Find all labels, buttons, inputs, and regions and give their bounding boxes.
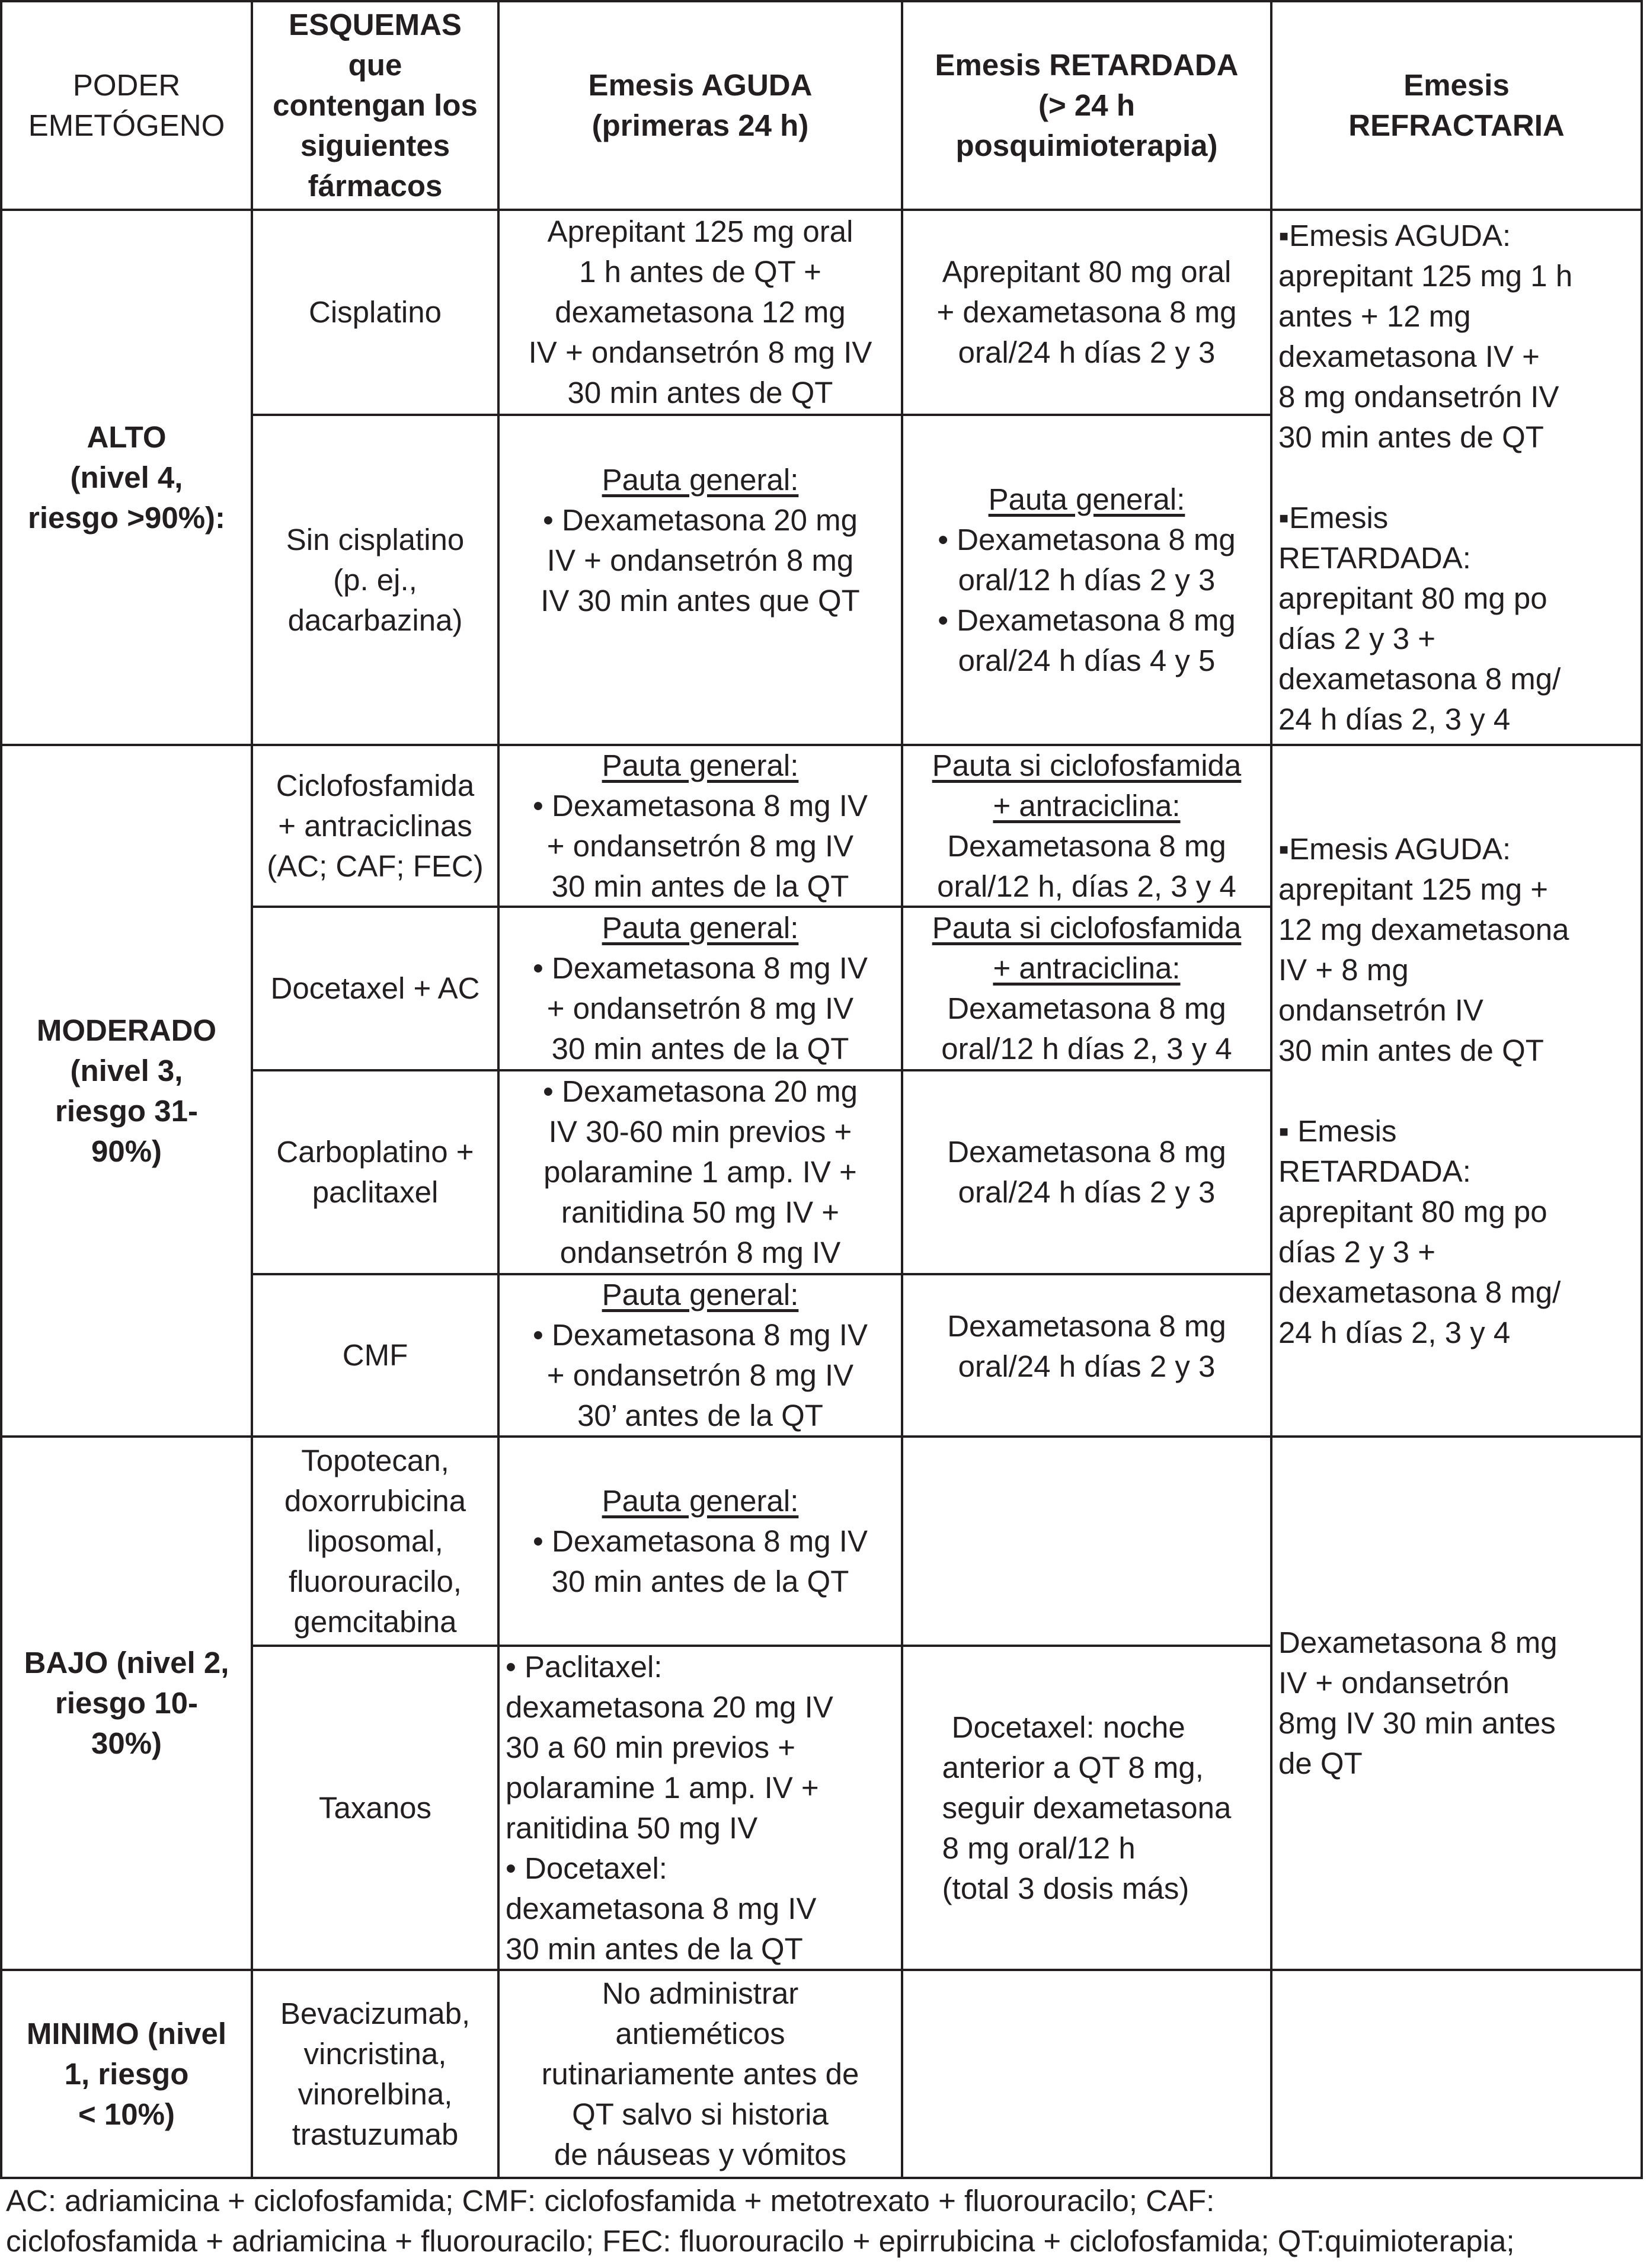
level-text: 90%) [91, 1134, 162, 1168]
header-emesis-refractaria [1272, 2, 1641, 209]
pauta-title: Pauta general: [602, 1278, 799, 1311]
cell-text: • Docetaxel: [506, 1851, 667, 1885]
cell-text: oral/24 h días 4 y 5 [958, 643, 1216, 677]
cell-text: No administrar [602, 1976, 799, 2010]
header-text: Emesis [1403, 68, 1510, 102]
cell-text: 12 mg dexametasona [1278, 912, 1569, 946]
header-text: Emesis RETARDADA [935, 48, 1239, 82]
cell-text: • Dexametasona 8 mg IV [533, 788, 868, 823]
header-text: REFRACTARIA [1348, 108, 1565, 142]
level-text: riesgo 31- [55, 1093, 198, 1128]
cell-text: 8 mg ondansetrón IV [1278, 379, 1559, 414]
drug-taxanos [253, 1647, 497, 1969]
cell-text: • Dexametasona 8 mg IV [533, 1318, 868, 1352]
drug-text: doxorrubicina [284, 1483, 466, 1518]
drug-text: fluorouracilo, [289, 1564, 462, 1598]
cell-text: Docetaxel: noche [951, 1710, 1185, 1744]
level-text: riesgo >90%): [27, 500, 226, 535]
aguda-taxanos [500, 1647, 901, 1969]
drug-text: vincristina, [303, 2036, 447, 2071]
cell-text: + ondansetrón 8 mg IV [546, 991, 854, 1025]
cell-text: oral/12 h, días 2, 3 y 4 [937, 869, 1236, 903]
cell-text: aprepitant 80 mg po [1278, 1194, 1547, 1229]
cell-text: Dexametasona 8 mg [947, 1135, 1226, 1169]
cell-text: 30 min antes de la QT [551, 1032, 849, 1066]
cell-text: • Dexametasona 8 mg IV [533, 951, 868, 985]
cell-text: IV 30-60 min previos + [548, 1115, 852, 1149]
cell-text: 24 h días 2, 3 y 4 [1278, 702, 1511, 736]
header-text: Emesis AGUDA [588, 68, 813, 102]
aguda-ciclofosfamida [500, 746, 901, 906]
drug-text: Bevacizumab, [280, 1996, 471, 2030]
header-text: PODER [72, 68, 181, 102]
cell-text: + ondansetrón 8 mg IV [546, 1358, 854, 1392]
header-text: fármacos [308, 169, 443, 203]
cell-text: IV 30 min antes que QT [541, 584, 860, 618]
cell-text: dexametasona 8 mg/ [1278, 1275, 1561, 1309]
cell-text: oral/12 h días 2, 3 y 4 [941, 1032, 1232, 1066]
header-poder-emetogeno [2, 2, 251, 209]
retardada-taxanos [903, 1647, 1270, 1969]
cell-text: ranitidina 50 mg IV + [561, 1195, 840, 1229]
cell-text: ▪Emesis AGUDA: [1278, 831, 1511, 866]
pauta-title: + antraciclina: [993, 951, 1181, 985]
level-text: (nivel 3, [70, 1053, 183, 1087]
drug-text: (AC; CAF; FEC) [267, 849, 484, 883]
cell-text: 30 min antes de QT [1278, 1033, 1544, 1067]
retardada-taxanos-block [942, 1707, 1232, 1909]
cell-text: • Dexametasona 20 mg [543, 503, 858, 537]
header-text: (primeras 24 h) [591, 108, 809, 142]
cell-text: • Paclitaxel: [506, 1649, 663, 1684]
retardada-ciclofosfamida [903, 746, 1270, 906]
cell-text: QT salvo si historia [572, 2097, 829, 2131]
cell-text: ranitidina 50 mg IV [506, 1810, 758, 1845]
cell-text: Dexametasona 8 mg [947, 828, 1226, 863]
cell-text: Aprepitant 125 mg oral [547, 215, 853, 248]
aguda-minimo [500, 1971, 901, 2177]
level-text: riesgo 10- [55, 1686, 198, 1720]
drug-text: Taxanos [319, 1790, 431, 1825]
level-minimo [2, 1971, 251, 2177]
cell-text: 1 h antes de QT + [579, 255, 821, 289]
aguda-sin-cisplatino [500, 416, 901, 665]
footnote [6, 2181, 1515, 2261]
level-moderado [2, 746, 251, 1435]
cell-text: 30’ antes de la QT [577, 1399, 823, 1432]
level-text: (nivel 4, [70, 460, 183, 494]
drug-text: trastuzumab [292, 2117, 459, 2151]
header-text: EMETÓGENO [28, 108, 225, 142]
pauta-title: Pauta si ciclofosfamida [932, 911, 1242, 945]
cell-text: 30 min antes de QT [1278, 420, 1544, 454]
cell-text: anterior a QT 8 mg, [942, 1750, 1204, 1784]
cell-text: dexametasona 8 mg IV [506, 1891, 817, 1925]
cell-text: 30 a 60 min previos + [506, 1730, 796, 1764]
cell-text: + ondansetrón 8 mg IV [546, 828, 854, 863]
aguda-carboplatino [500, 1071, 901, 1273]
cell-text: dexametasona 12 mg [555, 295, 846, 329]
cell-text: ondansetrón 8 mg IV [559, 1236, 841, 1269]
header-esquemas [253, 2, 497, 209]
cell-text: seguir dexametasona [942, 1790, 1232, 1825]
drug-text: Topotecan, [301, 1443, 449, 1477]
drug-sin-cisplatino [253, 416, 497, 744]
drug-topotecan [253, 1438, 497, 1645]
drug-text: + antraciclinas [278, 808, 472, 843]
pauta-title: Pauta general: [602, 911, 799, 945]
drug-text: Ciclofosfamida [276, 768, 475, 802]
refractaria-moderado [1272, 746, 1641, 1435]
drug-text: dacarbazina) [287, 603, 463, 637]
cell-text: de QT [1278, 1746, 1363, 1780]
drug-text: CMF [342, 1338, 408, 1372]
retardada-cmf [903, 1275, 1270, 1418]
level-alto [2, 211, 251, 744]
cell-text: IV + ondansetrón [1278, 1666, 1510, 1700]
cell-text: • Dexametasona 8 mg [938, 522, 1236, 556]
cell-text: de náuseas y vómitos [554, 2137, 847, 2171]
cell-text: • Dexametasona 8 mg [938, 603, 1236, 637]
cell-text: 30 min antes de QT [567, 376, 833, 410]
footnote-line: ciclofosfamida + adriamicina + fluorouracilo; FEC: fluorouracilo + epirrubicina + ciclofosfamida; QT:quimioterapia; [6, 2224, 1515, 2258]
level-text: BAJO (nivel 2, [24, 1646, 229, 1680]
header-text: siguientes [300, 129, 450, 162]
cell-text: aprepitant 80 mg po [1278, 581, 1547, 615]
cell-text: Dexametasona 8 mg [1278, 1626, 1558, 1659]
header-text: (> 24 h [1038, 88, 1135, 122]
cell-text: Aprepitant 80 mg oral [942, 255, 1232, 289]
aguda-docetaxel-ac [500, 908, 901, 1069]
header-text: ESQUEMAS [289, 8, 462, 41]
cell-text: aprepitant 125 mg + [1278, 872, 1549, 906]
level-text: ALTO [87, 420, 167, 454]
cell-text: IV + ondansetrón 8 mg IV [528, 335, 872, 369]
cell-text: oral/12 h días 2 y 3 [958, 562, 1216, 597]
level-text: MINIMO (nivel [26, 2016, 227, 2051]
cell-text: dexametasona IV + [1278, 339, 1540, 373]
aguda-topotecan [500, 1438, 901, 1645]
retardada-docetaxel-ac [903, 908, 1270, 1069]
refractaria-bajo [1272, 1438, 1641, 1969]
drug-carboplatino [253, 1071, 497, 1273]
cell-text: ▪ Emesis [1278, 1114, 1397, 1148]
level-bajo [2, 1438, 251, 1969]
refractaria-alto [1272, 211, 1641, 744]
cell-text: aprepitant 125 mg 1 h [1278, 258, 1573, 293]
level-text: 30%) [91, 1726, 162, 1760]
drug-text: Cisplatino [309, 295, 442, 329]
cell-text: • Dexametasona 20 mg [543, 1074, 858, 1108]
header-emesis-retardada [903, 2, 1270, 209]
drug-text: (p. ej., [333, 562, 417, 597]
level-text: MODERADO [36, 1013, 217, 1047]
cell-text: polaramine 1 amp. IV + [506, 1770, 819, 1805]
cell-text: oral/24 h días 2 y 3 [958, 1175, 1216, 1209]
cell-text: IV + ondansetrón 8 mg [546, 543, 854, 577]
pauta-title: + antraciclina: [993, 788, 1181, 823]
cell-text: IV + 8 mg [1278, 952, 1409, 987]
cell-text: 8 mg oral/12 h [942, 1831, 1136, 1865]
drug-cisplatino [253, 211, 497, 414]
retardada-carboplatino [903, 1071, 1270, 1273]
drug-text: Sin cisplatino [286, 522, 465, 556]
drug-text: liposomal, [307, 1524, 443, 1558]
pauta-title: Pauta general: [602, 748, 799, 782]
cell-text: ondansetrón IV [1278, 993, 1483, 1027]
drug-docetaxel-ac [253, 908, 497, 1069]
header-text: contengan los [273, 88, 478, 122]
cell-text: RETARDADA: [1278, 1154, 1471, 1188]
aguda-cmf [500, 1275, 901, 1435]
cell-text: Dexametasona 8 mg [947, 1309, 1226, 1343]
pauta-title: Pauta si ciclofosfamida [932, 748, 1242, 782]
drug-text: gemcitabina [293, 1604, 457, 1639]
cell-text: dexametasona 20 mg IV [506, 1690, 833, 1724]
level-text: 1, riesgo [64, 2056, 189, 2091]
cell-text: oral/24 h días 2 y 3 [958, 1349, 1216, 1383]
aguda-cisplatino [500, 211, 901, 414]
drug-text: vinorelbina, [298, 2077, 453, 2111]
header-text: posquimioterapia) [955, 129, 1218, 162]
drug-minimo [253, 1971, 497, 2177]
pauta-title: Pauta general: [988, 482, 1185, 516]
cell-text: Dexametasona 8 mg [947, 991, 1226, 1025]
drug-text: Carboplatino + [276, 1135, 474, 1169]
cell-text: días 2 y 3 + [1278, 621, 1436, 655]
cell-text: 8mg IV 30 min antes [1278, 1706, 1556, 1740]
cell-text: ▪Emesis AGUDA: [1278, 218, 1511, 252]
drug-ciclofosfamida [253, 746, 497, 906]
cell-text: 30 min antes de la QT [506, 1931, 803, 1966]
cell-text: 30 min antes de la QT [551, 869, 849, 903]
header-text: que [348, 48, 402, 82]
pauta-title: Pauta general: [602, 1483, 799, 1518]
cell-text: días 2 y 3 + [1278, 1234, 1436, 1269]
pauta-title: Pauta general: [602, 463, 799, 497]
cell-text: antes + 12 mg [1278, 299, 1471, 333]
drug-text: Docetaxel + AC [270, 971, 480, 1005]
retardada-cisplatino [903, 211, 1270, 414]
cell-text: • Dexametasona 8 mg IV [533, 1524, 868, 1558]
cell-text: 24 h días 2, 3 y 4 [1278, 1315, 1511, 1349]
retardada-sin-cisplatino [903, 416, 1270, 744]
header-emesis-aguda [500, 2, 901, 209]
cell-text: + dexametasona 8 mg [936, 295, 1237, 329]
cell-text: 30 min antes de la QT [551, 1564, 849, 1598]
cell-text: polaramine 1 amp. IV + [543, 1155, 857, 1189]
cell-text: antieméticos [615, 2016, 785, 2051]
cell-text: (total 3 dosis más) [942, 1871, 1189, 1905]
footnote-line: AC: adriamicina + ciclofosfamida; CMF: ciclofosfamida + metotrexato + fluorouracilo; CAF: [6, 2184, 1215, 2218]
cell-text: rutinariamente antes de [541, 2056, 859, 2091]
drug-cmf [253, 1275, 497, 1435]
cell-text: RETARDADA: [1278, 540, 1471, 575]
cell-text: dexametasona 8 mg/ [1278, 661, 1561, 696]
cell-text: oral/24 h días 2 y 3 [958, 335, 1216, 369]
drug-text: paclitaxel [312, 1175, 439, 1209]
level-text: < 10%) [78, 2097, 175, 2131]
cell-text: ▪Emesis [1278, 500, 1389, 535]
